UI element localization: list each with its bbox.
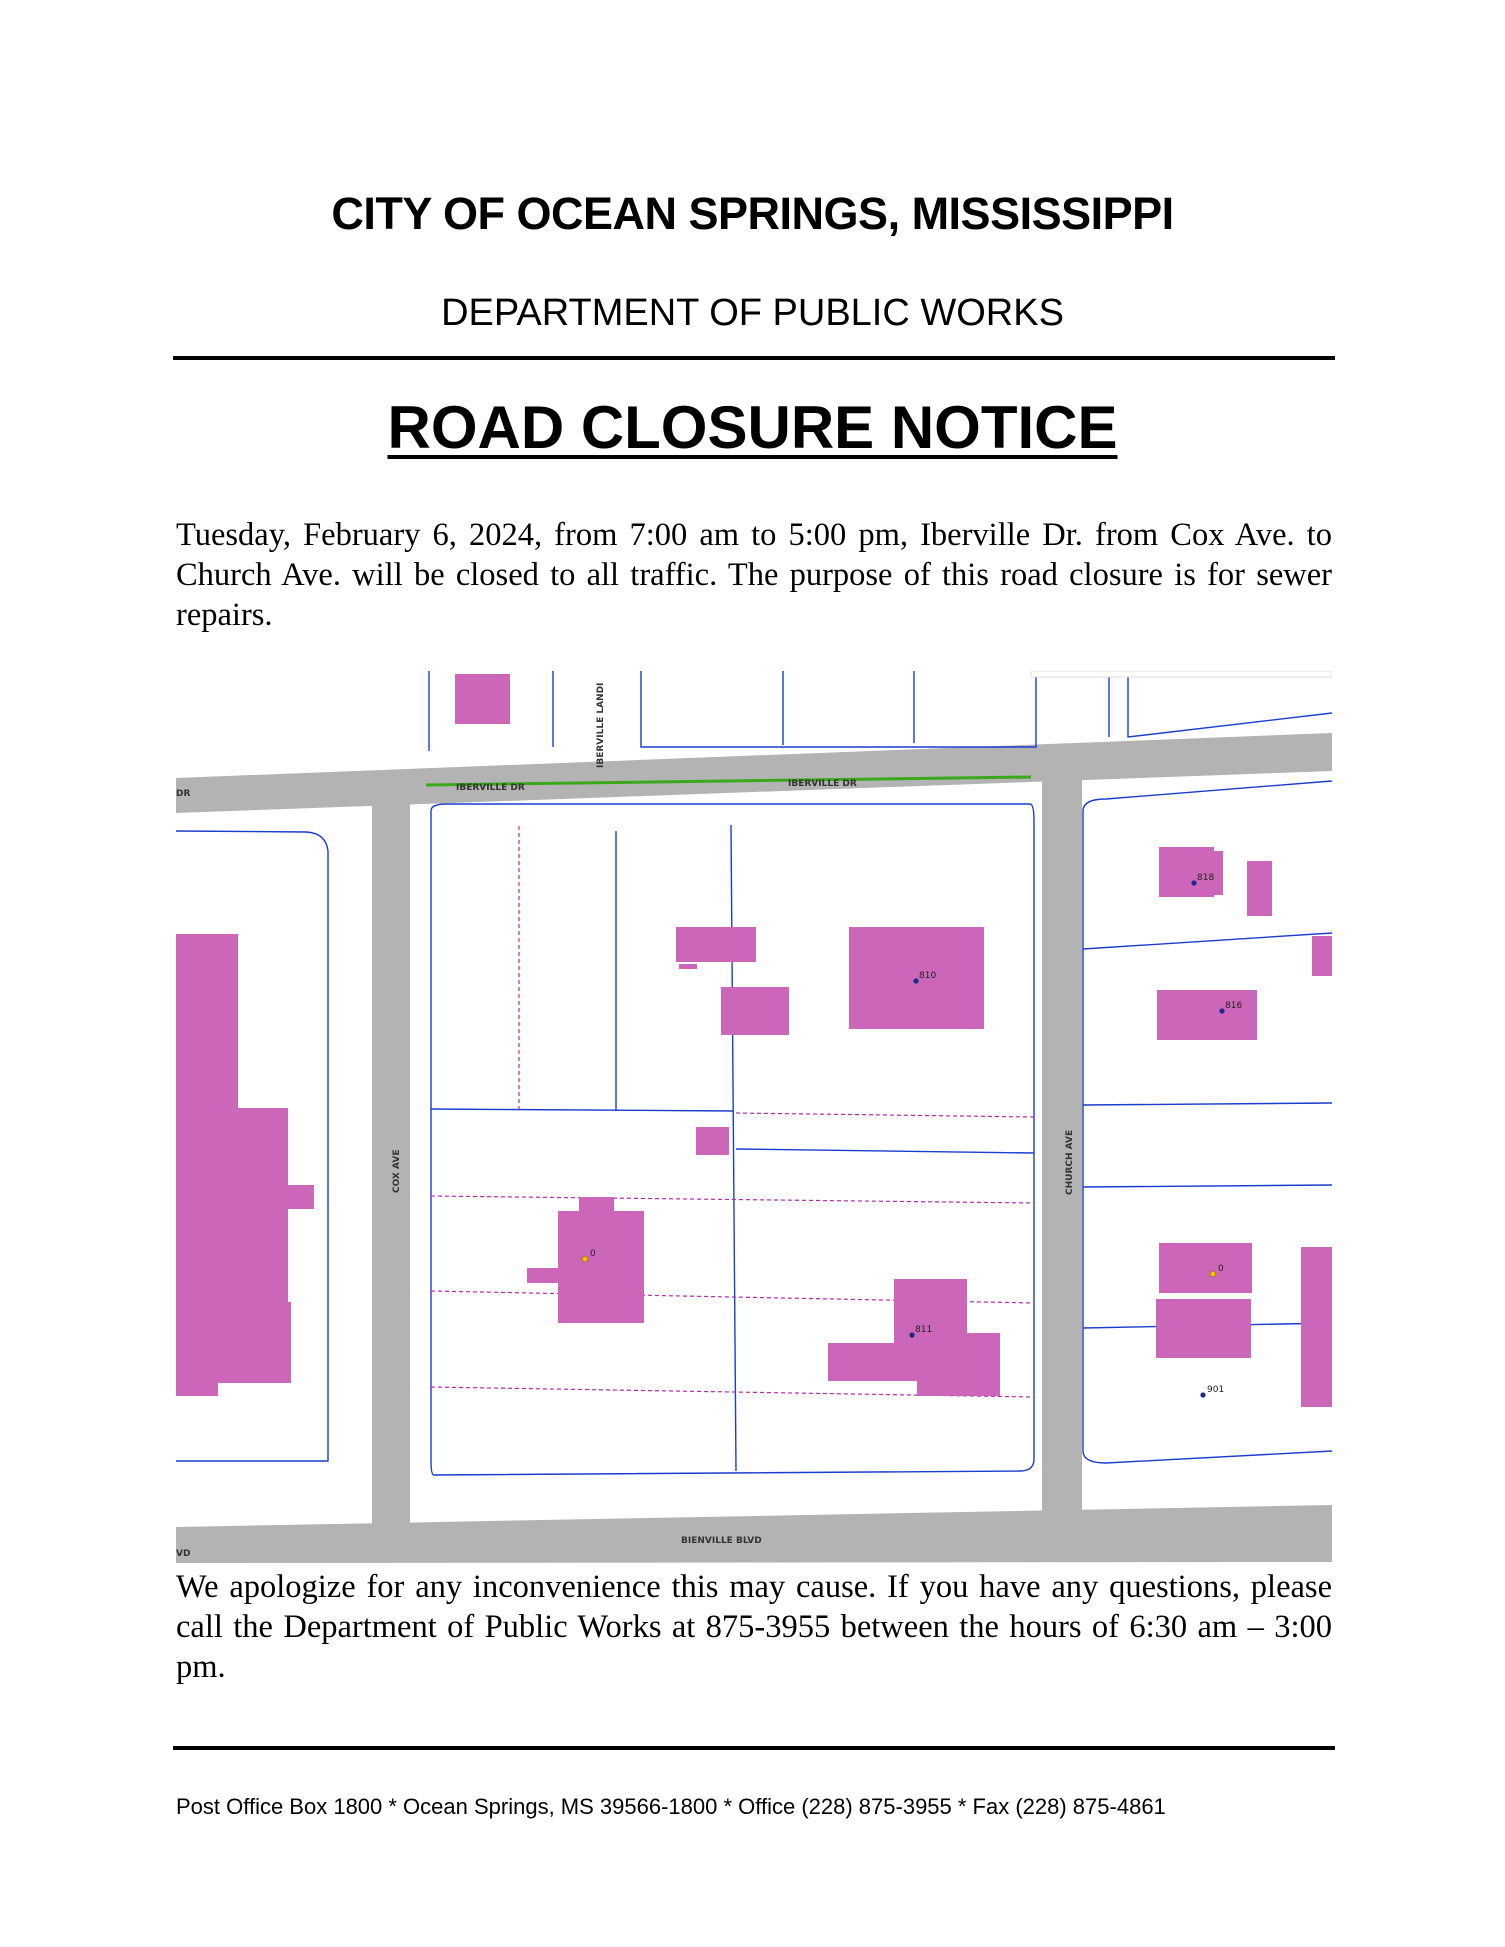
street-label-bienville-blvd: BIENVILLE BLVD <box>681 1536 762 1546</box>
footer-address: Post Office Box 1800 * Ocean Springs, MS 39566-1800 * Office (228) 875-3955 * Fax (228) 875-4861 <box>176 1794 1166 1819</box>
street-label-left-bottom: VD <box>176 1549 191 1559</box>
header-divider <box>173 356 1335 360</box>
street-label-church-ave: CHURCH AVE <box>1065 1129 1075 1195</box>
street-label-iberville-west: IBERVILLE DR <box>456 783 525 793</box>
address-816: 816 <box>1225 1001 1243 1011</box>
address-0-east: 0 <box>1218 1264 1224 1274</box>
street-label-iberville-landing: IBERVILLE LANDI <box>596 682 606 768</box>
address-0-west: 0 <box>590 1249 596 1259</box>
address-901: 901 <box>1207 1385 1225 1395</box>
apology-paragraph: We apologize for any inconvenience this may cause. If you have any questions, please call the Department of Public Works at 875-3955 between the hours of 6:30 am – 3:00 pm. <box>176 1569 1332 1685</box>
department-title: DEPARTMENT OF PUBLIC WORKS <box>441 292 1064 334</box>
street-label-left-top: DR <box>176 789 191 799</box>
closure-map <box>176 671 1332 1563</box>
map-overlay-edge <box>1031 671 1332 677</box>
notice-title: ROAD CLOSURE NOTICE <box>387 394 1118 461</box>
address-810: 810 <box>919 971 937 981</box>
street-label-cox-ave: COX AVE <box>392 1149 402 1193</box>
closure-paragraph: Tuesday, February 6, 2024, from 7:00 am to 5:00 pm, Iberville Dr. from Cox Ave. to Church Ave. will be closed to all traffic. The purpose of this road closure is for sewer repairs. <box>176 517 1332 633</box>
address-818: 818 <box>1197 873 1215 883</box>
street-label-iberville-east: IBERVILLE DR <box>788 779 857 789</box>
footer-divider <box>173 1746 1335 1750</box>
address-811: 811 <box>915 1325 933 1335</box>
org-title: CITY OF OCEAN SPRINGS, MISSISSIPPI <box>331 188 1174 239</box>
